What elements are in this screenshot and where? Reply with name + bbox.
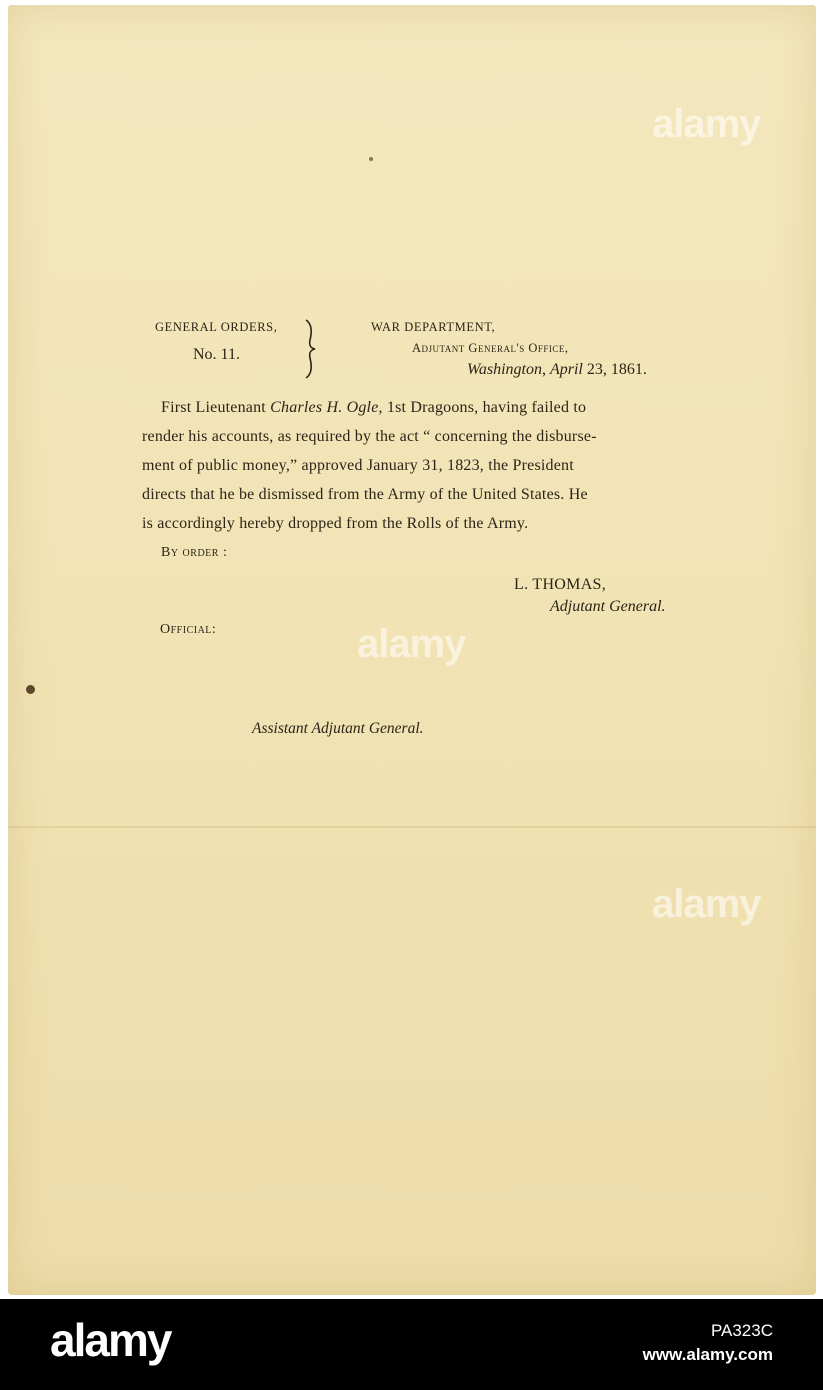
stock-footer-bar [0,1299,823,1390]
body-line-1-start: First Lieutenant [161,399,271,416]
paper-speck [369,157,373,161]
curly-brace-icon [300,318,320,380]
signatory-title: Adjutant General. [550,598,666,615]
adjutant-office-heading: Adjutant General's Office, [412,341,569,355]
alamy-logo: alamy [50,1314,171,1366]
general-orders-title: GENERAL ORDERS, [155,320,278,334]
date-rest: 23, 1861. [586,361,647,378]
watermark-top-right: alamy [652,102,761,146]
body-line-2: render his accounts, as required by the act “ concerning the disburse- [142,428,597,445]
paper-fold-line [8,826,816,828]
watermark-lower-right: alamy [652,882,761,926]
site-url: www.alamy.com [642,1345,773,1364]
official-label: Official: [160,622,217,637]
body-line-1 [161,399,586,417]
body-line-1-end: , 1st Dragoons, having failed to [378,399,587,416]
officer-name: Charles H. Ogle [270,399,379,416]
place-name: Washington [467,361,542,378]
body-line-4: directs that he be dismissed from the Army of the United States. He [142,486,588,503]
war-department-heading: WAR DEPARTMENT, [371,320,496,334]
order-number: No. 11. [193,346,240,363]
body-line-3: ment of public money,” approved January 31, 1823, the President [142,457,574,474]
by-order-label: By order : [161,545,228,560]
body-line-5: is accordingly hereby dropped from the Rolls of the Army. [142,515,529,532]
signatory-name: L. THOMAS, [514,576,607,593]
paper-stain [26,685,35,694]
assistant-adjutant-label: Assistant Adjutant General. [252,720,424,737]
date-line: Washington, April 23, 1861. [467,361,647,378]
watermark-center: alamy [357,622,466,666]
date-month: April [549,361,583,378]
image-id: PA323C [710,1321,773,1340]
